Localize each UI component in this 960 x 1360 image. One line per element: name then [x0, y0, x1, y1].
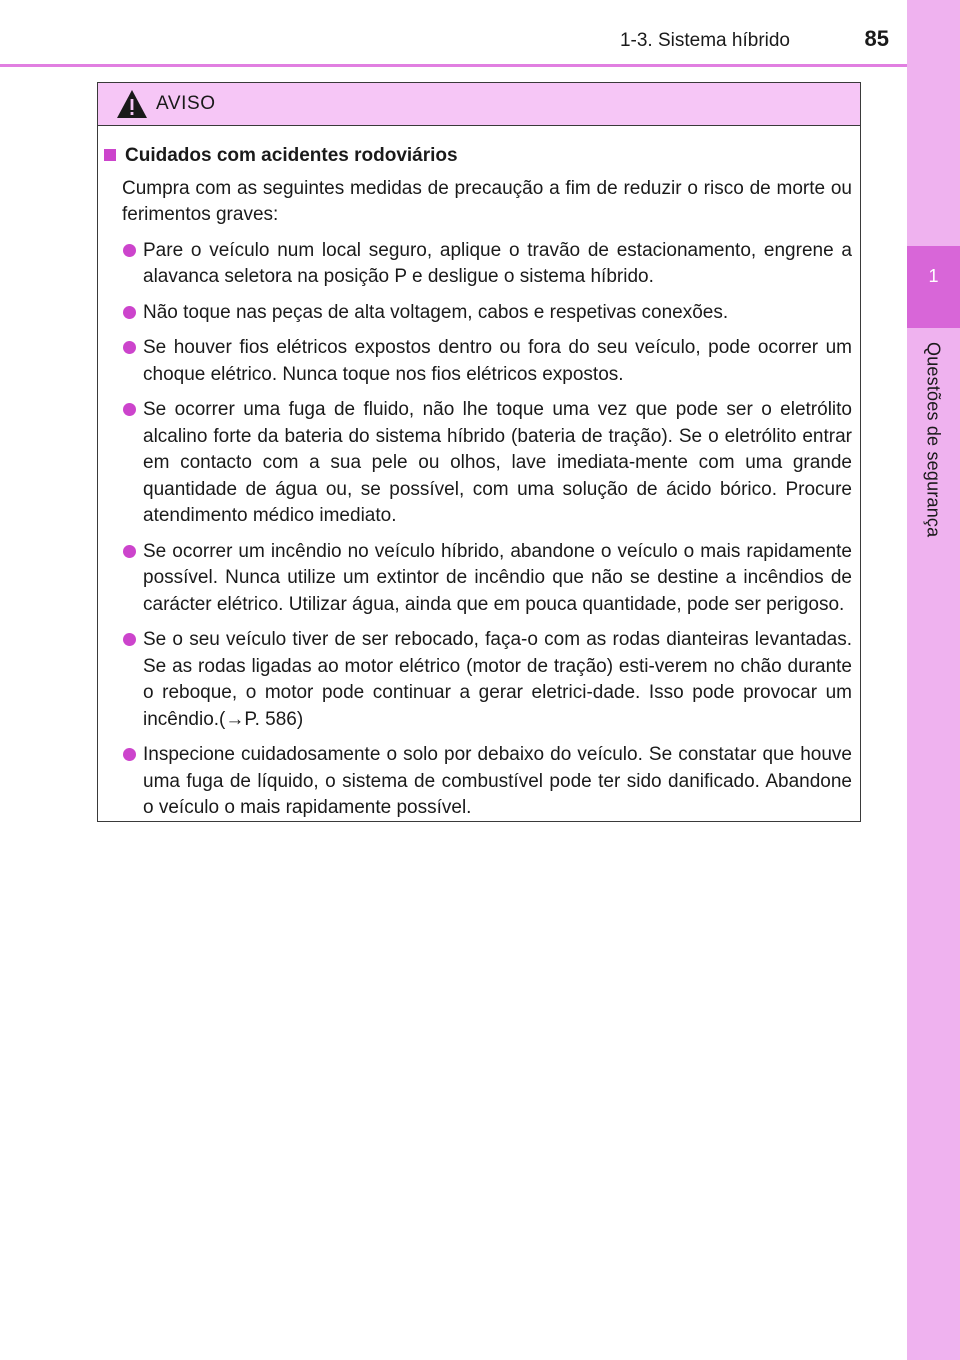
side-tab-strip: [907, 0, 960, 1360]
list-item: [143, 335, 852, 388]
chapter-title: Questões de segurança: [923, 342, 944, 538]
list-item-text: Se o seu veículo tiver de ser rebocado, faça-o com as rodas dianteiras levantadas. Se as rodas ligadas ao motor elétrico (motor de tração) esti-verem no chão durante o reboque, o motor pode continuar a gerar eletrici-dade. Isso pode provocar um incêndio.(→P. 586): [143, 629, 852, 730]
warning-triangle-icon: [116, 89, 148, 119]
warning-content: [98, 143, 860, 822]
round-bullet-icon: [123, 633, 136, 646]
square-bullet-icon: [104, 149, 116, 161]
round-bullet-icon: [123, 403, 136, 416]
list-item-text: Se ocorrer um incêndio no veículo híbrido, abandone o veículo o mais rapidamente possível. Nunca utilize um extintor de incêndio que não se destine a incêndios de carácter elétrico. Utilizar água, ainda que em pouca quantidade, pode ser perigoso.: [143, 540, 852, 615]
round-bullet-icon: [123, 341, 136, 354]
warning-title: AVISO: [156, 93, 216, 114]
list-item-text: Inspecione cuidadosamente o solo por debaixo do veículo. Se constatar que houve uma fuga de líquido, o sistema de combustível pode ter sido danificado. Abandone o veículo o mais rapidamente possível.: [143, 744, 852, 818]
header-rule: [0, 64, 907, 67]
section-title: 1-3. Sistema híbrido: [619, 30, 790, 51]
warning-box: [97, 82, 861, 822]
chapter-number-box: [907, 246, 960, 328]
list-item: [143, 397, 852, 530]
round-bullet-icon: [123, 244, 136, 257]
section-heading-text: Cuidados com acidentes rodoviários: [125, 145, 458, 166]
list-item: [143, 300, 852, 327]
round-bullet-icon: [123, 748, 136, 761]
list-item-text: Pare o veículo num local seguro, aplique o travão de estacionamento, engrene a alavanca seletora na posição P e desligue o sistema híbrido.: [143, 239, 852, 287]
list-item-text: Se ocorrer uma fuga de fluido, não lhe toque uma vez que pode ser o eletrólito alcalino forte da bateria do sistema híbrido (bateria de tração). Se o eletrólito entrar em contacto com a sua pele ou olhos, lave imediata-mente com uma grande quantidade de água ou, se possível, com uma solução de ácido bórico. Procure atendimento médico imediato.: [143, 399, 852, 526]
round-bullet-icon: [123, 306, 136, 319]
chapter-number: 1: [928, 266, 939, 286]
intro-paragraph: Cumpra com as seguintes medidas de precaução a fim de reduzir o risco de morte ou ferimentos graves:: [122, 177, 852, 225]
list-item-text: Não toque nas peças de alta voltagem, cabos e respetivas conexões.: [143, 301, 729, 323]
list-item: [143, 539, 852, 619]
page-number: 85: [864, 26, 889, 51]
list-item: [143, 627, 852, 733]
list-item: [143, 238, 852, 291]
list-item-text: Se houver fios elétricos expostos dentro ou fora do seu veículo, pode ocorrer um choque elétrico. Nunca toque nos fios elétricos expostos.: [143, 337, 852, 385]
list-item: [143, 742, 852, 822]
section-heading: [104, 143, 860, 170]
round-bullet-icon: [123, 545, 136, 558]
warning-header: [98, 83, 860, 126]
